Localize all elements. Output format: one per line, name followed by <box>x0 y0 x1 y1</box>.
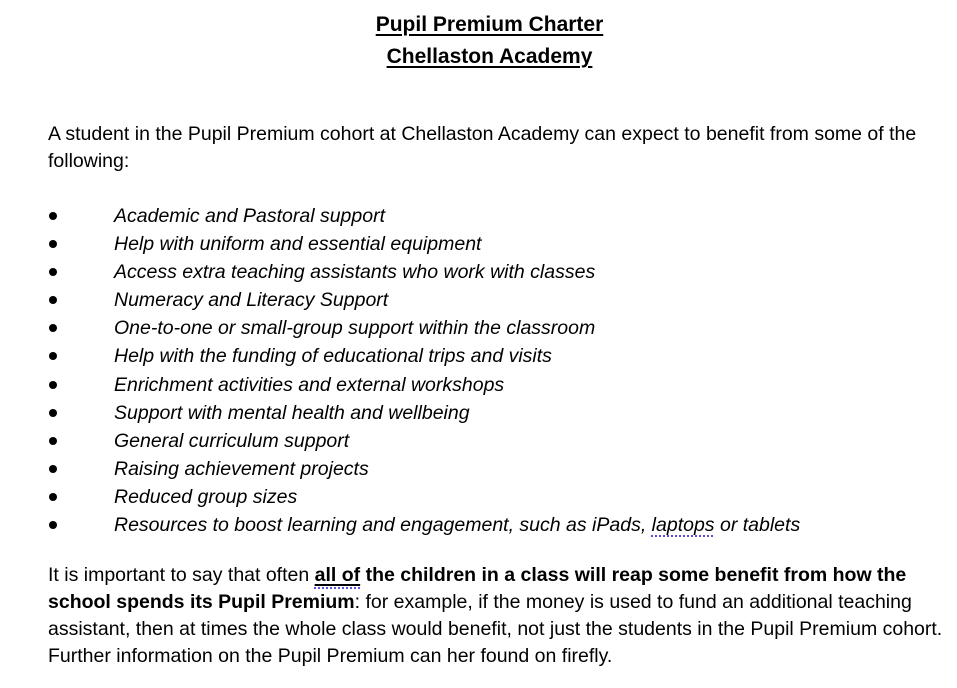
title-line-charter <box>0 9 957 41</box>
title-academy-text: Chellaston Academy <box>386 45 593 68</box>
bullet-icon <box>49 296 57 304</box>
spellcheck-flagged-word[interactable]: laptops <box>651 514 715 537</box>
list-item-text: Help with the funding of educational trips and visits <box>114 345 552 368</box>
closing-paragraph <box>48 562 943 670</box>
title-line-academy <box>0 41 957 73</box>
bullet-icon <box>49 493 57 501</box>
bullet-icon <box>49 240 57 248</box>
bullet-icon <box>49 437 57 445</box>
list-item-text: General curriculum support <box>114 429 350 452</box>
bullet-icon <box>49 521 57 529</box>
bullet-icon <box>49 381 57 389</box>
bullet-icon <box>49 212 57 220</box>
list-item-text: Raising achievement projects <box>114 457 369 480</box>
bullet-icon <box>49 465 57 473</box>
closing-text-start: It is important to say that often <box>48 564 315 586</box>
bullet-icon <box>49 268 57 276</box>
list-item-text: One-to-one or small-group support within the classroom <box>114 317 596 340</box>
list-item-text: Help with uniform and essential equipment <box>114 233 482 256</box>
list-item-text: Academic and Pastoral support <box>114 205 385 227</box>
list-item-text: Access extra teaching assistants who work with classes <box>114 261 596 284</box>
list-item-text <box>114 511 800 539</box>
list-item-text: Numeracy and Literacy Support <box>114 289 389 312</box>
bullet-icon <box>49 324 57 332</box>
list-item-text-before: Resources to boost learning and engagement, such as iPads, <box>114 514 652 537</box>
list-item-text: Reduced group sizes <box>114 485 298 508</box>
closing-text-end: : for example, if the money is used to fund an additional teaching assistant, then at times the whole class would benefit, not just the students in the Pupil Premium cohort. Further information on the Pupil Premium can her found on firefly. <box>48 591 943 667</box>
document-title <box>0 9 957 73</box>
list-item-text-after: or tablets <box>714 514 801 537</box>
list-item-text: Enrichment activities and external workshops <box>114 373 505 396</box>
intro-paragraph: A student in the Pupil Premium cohort at Chellaston Academy can expect to benefit from some of the following: <box>48 123 917 172</box>
bullet-icon <box>49 352 57 360</box>
closing-emphasis-underlined[interactable] <box>315 564 361 586</box>
bullet-icon <box>49 409 57 417</box>
title-charter-text: Pupil Premium Charter <box>375 13 604 36</box>
list-item-text: Support with mental health and wellbeing <box>114 401 470 424</box>
grammar-flagged-phrase: all of <box>314 564 361 586</box>
closing-emphasis-bold: the children in a class will reap some benefit from how the school spends its Pupil Premium <box>48 564 907 613</box>
